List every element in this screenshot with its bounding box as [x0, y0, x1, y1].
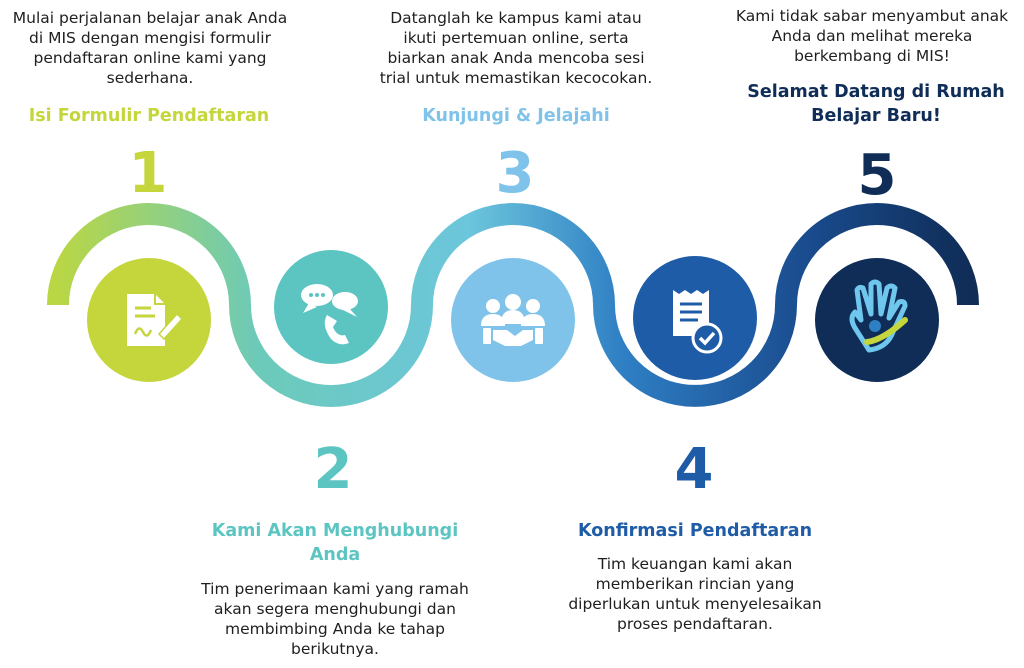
step1-title: Isi Formulir Pendaftaran: [28, 106, 270, 126]
step3-description: Datanglah ke kampus kami atau ikuti pertemuan online, serta biarkan anak Anda mencoba sesi trial untuk memastikan kecocokan.: [379, 9, 653, 87]
step2-description: Tim penerimaan kami yang ramah akan segera menghubungi dan membimbing Anda ke tahap berikutnya.: [201, 580, 469, 658]
step2-title: Kami Akan Menghubungi Anda: [211, 521, 459, 565]
step3-number: 3: [495, 141, 535, 206]
step5-description: Kami tidak sabar menyambut anak Anda dan melihat mereka berkembang di MIS!: [735, 7, 1009, 65]
step1-description: Mulai perjalanan belajar anak Anda di MIS dengan mengisi formulir pendaftaran online kami yang sederhana.: [12, 9, 288, 87]
step1-number: 1: [128, 141, 168, 206]
step4-title: Konfirmasi Pendaftaran: [577, 521, 813, 541]
step5-circle: [815, 258, 939, 382]
step3-title: Kunjungi & Jelajahi: [422, 106, 610, 126]
step4-description: Tim keuangan kami akan memberikan rincian yang diperlukan untuk menyelesaikan proses pendaftaran.: [568, 555, 822, 633]
step4-number: 4: [674, 437, 714, 502]
step5-number: 5: [857, 143, 897, 208]
group-handshake-icon: [481, 294, 545, 346]
step2-circle: [274, 250, 388, 364]
step2-number: 2: [313, 437, 353, 502]
step5-title: Selamat Datang di Rumah Belajar Baru!: [747, 82, 1005, 126]
